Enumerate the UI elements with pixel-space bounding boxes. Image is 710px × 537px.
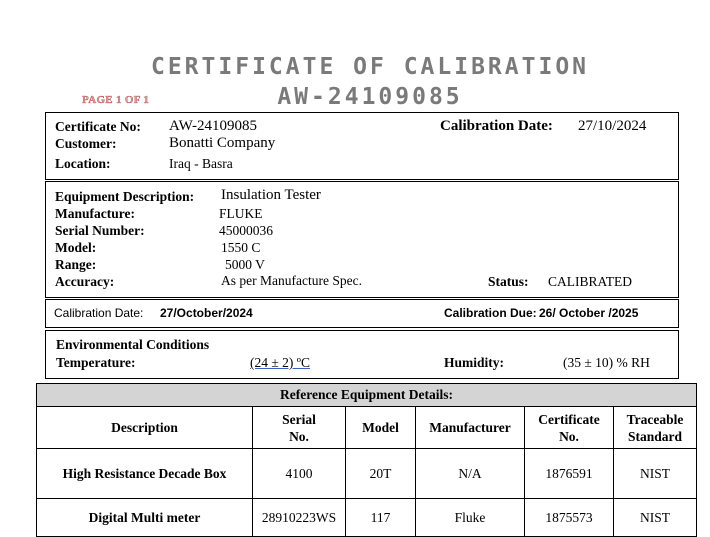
- table-row: [37, 499, 697, 537]
- manufacture-label: Manufacture:: [55, 206, 135, 221]
- row-serial-no: 28910223WS: [253, 499, 346, 537]
- equipment-description-label: Equipment Description:: [55, 189, 195, 204]
- calibration-date-label: Calibration Date:: [54, 306, 144, 320]
- col-certificate-no: Certificate No.: [525, 407, 614, 449]
- row-description: High Resistance Decade Box: [37, 449, 253, 499]
- calibration-due-value: 26/ October /2025: [539, 306, 639, 320]
- cal-date-value: 27/10/2024: [578, 118, 647, 134]
- serial-number-label: Serial Number:: [55, 223, 145, 238]
- col-traceable-standard: Traceable Standard: [614, 407, 697, 449]
- customer-value: Bonatti Company: [169, 135, 276, 151]
- certificate-info-box: [45, 112, 679, 180]
- row-manufacturer: Fluke: [416, 499, 525, 537]
- accuracy-label: Accuracy:: [55, 274, 115, 289]
- calibration-dates-box: [45, 299, 679, 328]
- status-badge: CALIBRATED: [548, 274, 632, 289]
- temperature-value: (24 ± 2) ºC: [250, 355, 310, 370]
- row-manufacturer: N/A: [416, 449, 525, 499]
- certificate-number-title: AW-24109085: [277, 84, 463, 110]
- row-certificate-no: 1876591: [525, 449, 614, 499]
- calibration-date-value: 27/October/2024: [160, 306, 253, 320]
- accuracy-value: As per Manufacture Spec.: [221, 273, 362, 288]
- customer-label: Customer:: [55, 136, 117, 151]
- environmental-heading: Environmental Conditions: [56, 337, 210, 352]
- manufacture-value: FLUKE: [219, 206, 263, 221]
- col-manufacturer: Manufacturer: [416, 407, 525, 449]
- cert-no-value: AW-24109085: [169, 118, 257, 134]
- location-label: Location:: [55, 156, 111, 171]
- col-description: Description: [37, 407, 253, 449]
- environmental-conditions-box: [45, 330, 679, 379]
- table-header-row: [37, 407, 697, 449]
- row-model: 117: [346, 499, 416, 537]
- equipment-description-value: Insulation Tester: [221, 187, 321, 203]
- serial-number-value: 45000036: [219, 223, 273, 238]
- row-certificate-no: 1875573: [525, 499, 614, 537]
- col-serial-no: Serial No.: [253, 407, 346, 449]
- cal-date-label: Calibration Date:: [440, 118, 553, 134]
- temperature-label: Temperature:: [56, 355, 136, 370]
- row-model: 20T: [346, 449, 416, 499]
- certificate-title: CERTIFICATE OF CALIBRATION: [150, 54, 590, 80]
- calibration-due-label: Calibration Due:: [444, 306, 537, 320]
- status-label: Status:: [488, 274, 529, 289]
- row-traceable-standard: NIST: [614, 499, 697, 537]
- reference-equipment-table: [36, 383, 697, 537]
- model-label: Model:: [55, 240, 97, 255]
- model-value: 1550 C: [221, 240, 261, 255]
- equipment-box: [45, 181, 679, 298]
- humidity-value: (35 ± 10) % RH: [563, 355, 650, 370]
- humidity-label: Humidity:: [444, 355, 505, 370]
- cert-no-label: Certificate No:: [55, 119, 141, 134]
- location-value: Iraq - Basra: [169, 156, 233, 171]
- table-row: [37, 449, 697, 499]
- range-label: Range:: [55, 257, 97, 272]
- range-value: 5000 V: [225, 257, 265, 272]
- page-indicator: PAGE 1 OF 1: [82, 94, 150, 106]
- col-model: Model: [346, 407, 416, 449]
- reference-table-caption: Reference Equipment Details:: [37, 384, 697, 407]
- row-serial-no: 4100: [253, 449, 346, 499]
- row-description: Digital Multi meter: [37, 499, 253, 537]
- row-traceable-standard: NIST: [614, 449, 697, 499]
